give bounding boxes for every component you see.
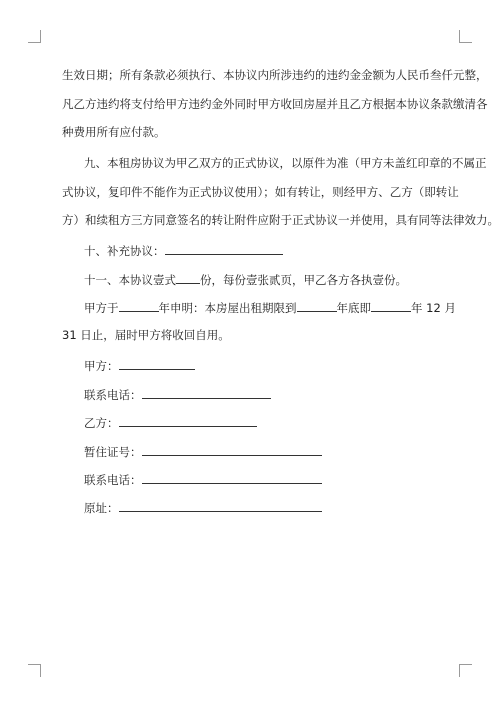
clause-11 — [84, 272, 407, 287]
phone-a-row — [84, 387, 271, 402]
year-blank-3[interactable] — [371, 300, 411, 312]
year-blank-2[interactable] — [297, 300, 337, 312]
copies-blank[interactable] — [176, 272, 200, 284]
party-a-row — [84, 358, 195, 373]
id-no-field[interactable] — [142, 444, 322, 456]
phone-b-row — [84, 472, 322, 487]
id-no-row — [84, 444, 322, 459]
party-b-label: 乙方： — [84, 416, 119, 430]
clause-10 — [84, 243, 283, 258]
address-label: 原址： — [84, 501, 119, 515]
clause-12-text-d: 年 12 月 — [411, 301, 456, 315]
clause-9-line-2: 式协议，复印件不能作为正式协议使用）；如有转让，则经甲方、乙方（即转让 — [62, 185, 459, 199]
clause-12-line-1 — [84, 300, 456, 315]
phone-a-field[interactable] — [142, 387, 271, 399]
phone-b-label: 联系电话： — [84, 473, 142, 487]
address-row — [84, 500, 322, 515]
party-a-label: 甲方： — [84, 359, 119, 373]
crop-mark-bottom-right — [459, 664, 472, 677]
address-field[interactable] — [119, 500, 322, 512]
clause-8-line-3: 种费用所有应付款。 — [62, 125, 166, 139]
clause-12-line-2: 31 日止，届时甲方将收回自用。 — [62, 328, 230, 342]
crop-mark-top-right — [459, 30, 472, 43]
clause-8-line-2: 凡乙方违约将支付给甲方违约金外同时甲方收回房屋并且乙方根据本协议条款缴清各 — [62, 97, 488, 111]
party-b-field[interactable] — [119, 415, 257, 427]
clause-12-text-a: 甲方于 — [84, 301, 119, 315]
party-a-field[interactable] — [119, 358, 195, 370]
clause-12-text-b: 年申明：本房屋出租期限到 — [158, 301, 297, 315]
clause-11-text-a: 十一、本协议壹式 — [84, 273, 176, 287]
crop-mark-top-left — [28, 30, 41, 43]
clause-10-label: 十、补充协议： — [84, 244, 165, 258]
supplement-blank[interactable] — [165, 243, 283, 255]
party-b-row — [84, 415, 257, 430]
id-no-label: 暂住证号： — [84, 445, 142, 459]
phone-a-label: 联系电话： — [84, 388, 142, 402]
clause-9-line-3: 方）和续租方三方同意签名的转让附件应附于正式协议一并使用，具有同等法律效力。 — [62, 213, 499, 227]
clause-12-text-c: 年底即 — [336, 301, 371, 315]
clause-11-text-b: 份，每份壹张贰页，甲乙各方各执壹份。 — [200, 273, 407, 287]
clause-8-line-1: 生效日期；所有条款必须执行、本协议内所涉违约的违约金金额为人民币叁仟元整， — [62, 68, 488, 82]
phone-b-field[interactable] — [142, 472, 322, 484]
crop-mark-bottom-left — [28, 664, 41, 677]
year-blank-1[interactable] — [119, 300, 159, 312]
clause-9-line-1: 九、本租房协议为甲乙双方的正式协议，以原件为准（甲方未盖红印章的不属正 — [84, 156, 487, 170]
